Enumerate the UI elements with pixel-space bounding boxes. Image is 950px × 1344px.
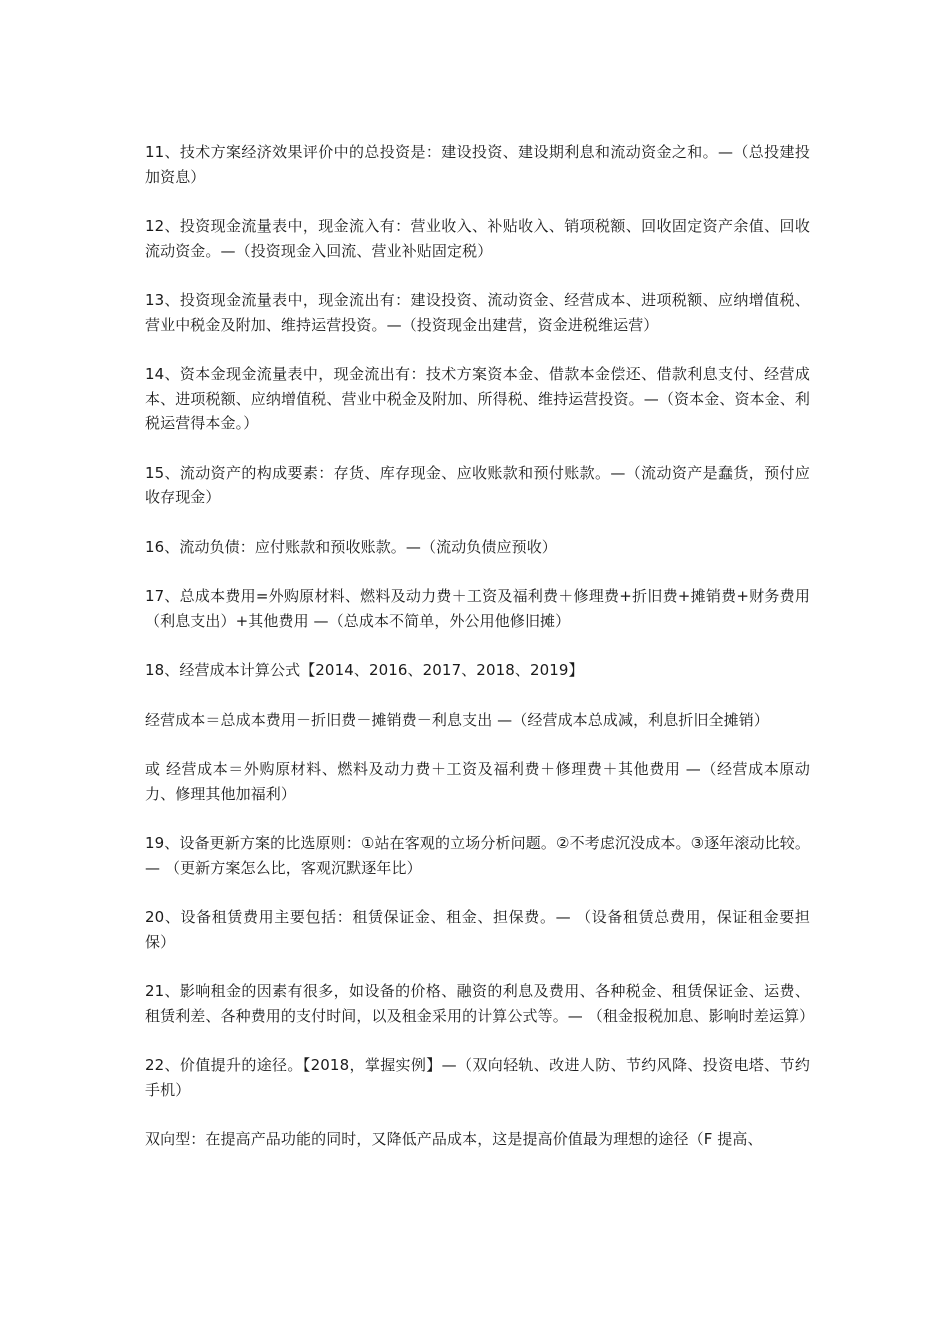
paragraph-13: 13、投资现金流量表中，现金流出有：建设投资、流动资金、经营成本、进项税额、应纳增值税、营业中税金及附加、维持运营投资。—（投资现金出建营，资金进税维运营） bbox=[145, 291, 810, 334]
paragraph-14: 14、资本金现金流量表中，现金流出有：技术方案资本金、借款本金偿还、借款利息支付、经营成本、进项税额、应纳增值税、营业中税金及附加、所得税、维持运营投资。—（资本金、资本金、利税运营得本金。） bbox=[145, 365, 810, 432]
document-body bbox=[145, 140, 815, 1177]
paragraph-20: 20、设备租赁费用主要包括：租赁保证金、租金、担保费。— （设备租赁总费用，保证租金要担保） bbox=[145, 908, 810, 951]
paragraph-16: 16、流动负债：应付账款和预收账款。—（流动负债应预收） bbox=[145, 537, 557, 556]
paragraph-22: 22、价值提升的途径。【2018，掌握实例】—（双向轻轨、改进人防、节约风降、投资电塔、节约手机） bbox=[145, 1056, 810, 1099]
paragraph-11: 11、技术方案经济效果评价中的总投资是：建设投资、建设期利息和流动资金之和。—（总投建投加资息） bbox=[145, 143, 810, 186]
paragraph-19: 19、设备更新方案的比选原则：①站在客观的立场分析问题。②不考虑沉没成本。③逐年滚动比较。— （更新方案怎么比，客观沉默逐年比） bbox=[145, 834, 810, 877]
paragraph-15: 15、流动资产的构成要素：存货、库存现金、应收账款和预付账款。—（流动资产是蠢货，预付应收存现金） bbox=[145, 463, 810, 506]
paragraph-21: 21、影响租金的因素有很多，如设备的价格、融资的利息及费用、各种税金、租赁保证金、运费、租赁利差、各种费用的支付时间，以及租金采用的计算公式等。— （租金报税加息、影响时差运算） bbox=[145, 982, 815, 1025]
paragraph-17: 17、总成本费用=外购原材料、燃料及动力费＋工资及福利费＋修理费+折旧费+摊销费+财务费用（利息支出）+其他费用 —（总成本不简单，外公用他修旧摊） bbox=[145, 587, 810, 630]
paragraph-18-heading: 18、经营成本计算公式【2014、2016、2017、2018、2019】 bbox=[145, 661, 584, 679]
paragraph-18-formula-a: 经营成本＝总成本费用－折旧费－摊销费－利息支出 —（经营成本总成减，利息折旧全摊销） bbox=[145, 710, 769, 729]
paragraph-12: 12、投资现金流量表中，现金流入有：营业收入、补贴收入、销项税额、回收固定资产余值、回收流动资金。—（投资现金入回流、营业补贴固定税） bbox=[145, 217, 810, 260]
paragraph-18-formula-b: 或 经营成本＝外购原材料、燃料及动力费＋工资及福利费＋修理费＋其他费用 —（经营成本原动力、修理其他加福利） bbox=[145, 760, 810, 803]
paragraph-22-bidirectional: 双向型：在提高产品功能的同时，又降低产品成本，这是提高价值最为理想的途径（F 提高、 bbox=[145, 1130, 763, 1148]
